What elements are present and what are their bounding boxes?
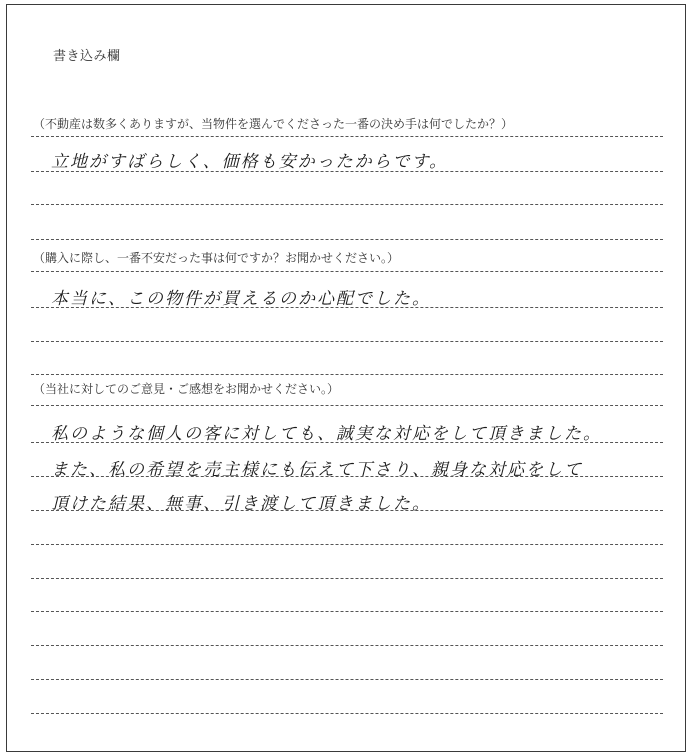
- answer-2-line-1: 本当に、この物件が買えるのか心配でした。: [51, 289, 431, 309]
- answer-1-line-1: 立地がすばらしく、価格も安かったからです。: [51, 152, 449, 172]
- comment-form: [6, 4, 686, 752]
- ruled-line: [31, 544, 663, 545]
- ruled-line: [31, 239, 663, 240]
- ruled-line: [31, 476, 663, 477]
- answer-3-line-1: 私のような個人の客に対しても、誠実な対応をして頂きました。: [51, 424, 602, 444]
- ruled-line: [31, 405, 663, 406]
- ruled-line: [31, 611, 663, 612]
- ruled-line: [31, 307, 663, 308]
- ruled-line: [31, 442, 663, 443]
- answer-3-line-3: 頂けた結果、無事、引き渡して頂きました。: [51, 494, 431, 514]
- ruled-line: [31, 679, 663, 680]
- ruled-line: [31, 171, 663, 172]
- ruled-line: [31, 271, 663, 272]
- ruled-line: [31, 374, 663, 375]
- ruled-line: [31, 136, 663, 137]
- question-1-prompt: （不動産は数多くありますが、当物件を選んでくださった一番の決め手は何でしたか？）: [33, 117, 514, 131]
- ruled-line: [31, 204, 663, 205]
- ruled-line: [31, 713, 663, 714]
- answer-3-line-2: また、私の希望を売主様にも伝えて下さり、親身な対応をして: [51, 460, 583, 480]
- question-2-prompt: （購入に際し、一番不安だった事は何ですか？お聞かせください。）: [33, 251, 400, 265]
- ruled-line: [31, 341, 663, 342]
- ruled-line: [31, 578, 663, 579]
- ruled-line: [31, 510, 663, 511]
- question-3-prompt: （当社に対してのご意見・ご感想をお聞かせください。）: [33, 382, 340, 396]
- form-heading: 書き込み欄: [53, 49, 121, 64]
- ruled-line: [31, 645, 663, 646]
